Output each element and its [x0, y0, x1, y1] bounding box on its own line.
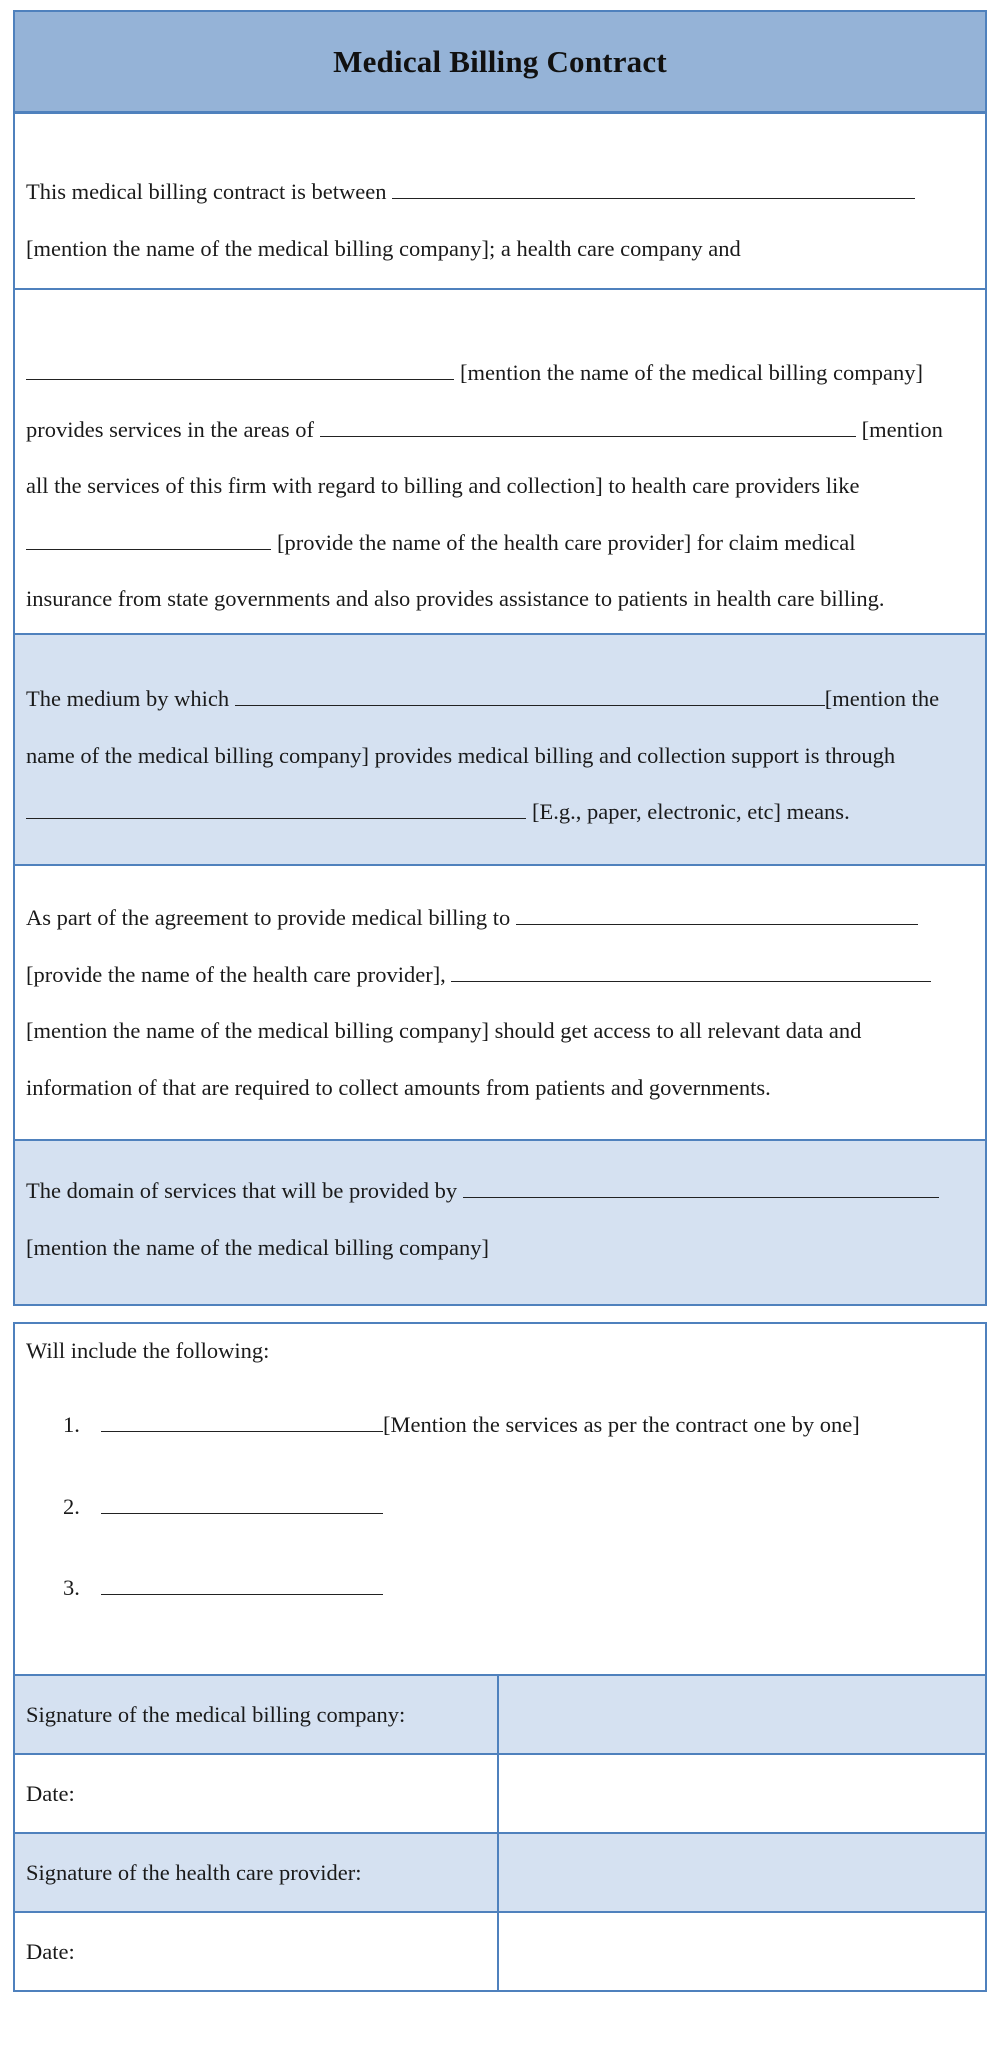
- section-medium-line3: [E.g., paper, electronic, etc] means.: [26, 784, 975, 841]
- blank-field[interactable]: [451, 980, 931, 982]
- section-parties-line1: This medical billing contract is between: [26, 164, 975, 221]
- services-list: [13, 1322, 987, 1674]
- section-services-line4: [provide the name of the health care provider] for claim medical: [26, 515, 975, 572]
- date-label: Date:: [14, 1912, 498, 1991]
- contract-header: [13, 10, 987, 114]
- list-item: 3.: [63, 1575, 389, 1601]
- section-agreement-line1: As part of the agreement to provide medical billing to: [26, 890, 975, 947]
- signature-label: Signature of the medical billing company:: [14, 1675, 498, 1754]
- table-row: [14, 1754, 986, 1833]
- table-row: [14, 1675, 986, 1754]
- signature-field[interactable]: [498, 1833, 986, 1912]
- section-agreement-line3: [mention the name of the medical billing company] should get access to all relevant data and: [26, 1018, 862, 1043]
- section-domain: [13, 1141, 987, 1306]
- date-field[interactable]: [498, 1754, 986, 1833]
- section-agreement-line4: information of that are required to collect amounts from patients and governments.: [26, 1074, 771, 1100]
- blank-field[interactable]: [392, 197, 915, 199]
- date-label: Date:: [14, 1754, 498, 1833]
- section-services-line1: [mention the name of the medical billing company]: [26, 345, 975, 402]
- blank-field[interactable]: [463, 1196, 939, 1198]
- section-services: [13, 290, 987, 635]
- blank-field[interactable]: [101, 1430, 383, 1432]
- section-medium-line1: The medium by which [mention the: [26, 686, 940, 711]
- section-parties: [13, 114, 987, 290]
- section-medium-line2: name of the medical billing company] provides medical billing and collection support is through: [26, 742, 896, 768]
- date-field[interactable]: [498, 1912, 986, 1991]
- section-services-line5: insurance from state governments and also provides assistance to patients in health care billing.: [26, 586, 885, 611]
- section-agreement-line2: [provide the name of the health care provider],: [26, 947, 975, 1004]
- signature-field[interactable]: [498, 1675, 986, 1754]
- list-item: 1. [Mention the services as per the contract one by one]: [63, 1412, 860, 1437]
- blank-field[interactable]: [26, 548, 271, 550]
- table-row: [14, 1833, 986, 1912]
- section-domain-line1: The domain of services that will be provided by: [26, 1163, 975, 1220]
- blank-field[interactable]: [101, 1512, 383, 1514]
- section-parties-line2: [mention the name of the medical billing company]; a health care company and: [26, 235, 741, 261]
- signature-table: [13, 1674, 987, 1992]
- blank-field[interactable]: [235, 704, 825, 706]
- document-title: Medical Billing Contract: [333, 43, 667, 79]
- blank-field[interactable]: [320, 435, 856, 437]
- blank-field[interactable]: [101, 1593, 383, 1595]
- section-medium: [13, 635, 987, 866]
- table-row: [14, 1912, 986, 1991]
- list-intro: Will include the following:: [26, 1338, 270, 1363]
- section-services-line2: provides services in the areas of [mention: [26, 416, 943, 442]
- list-item: 2.: [63, 1494, 389, 1520]
- blank-field[interactable]: [26, 817, 526, 819]
- section-services-line3: all the services of this firm with regard to billing and collection] to health care providers like: [26, 473, 860, 498]
- blank-field[interactable]: [516, 923, 918, 925]
- signature-label: Signature of the health care provider:: [14, 1833, 498, 1912]
- section-agreement: [13, 866, 987, 1141]
- section-domain-line2: [mention the name of the medical billing company]: [26, 1234, 489, 1260]
- blank-field[interactable]: [26, 378, 454, 380]
